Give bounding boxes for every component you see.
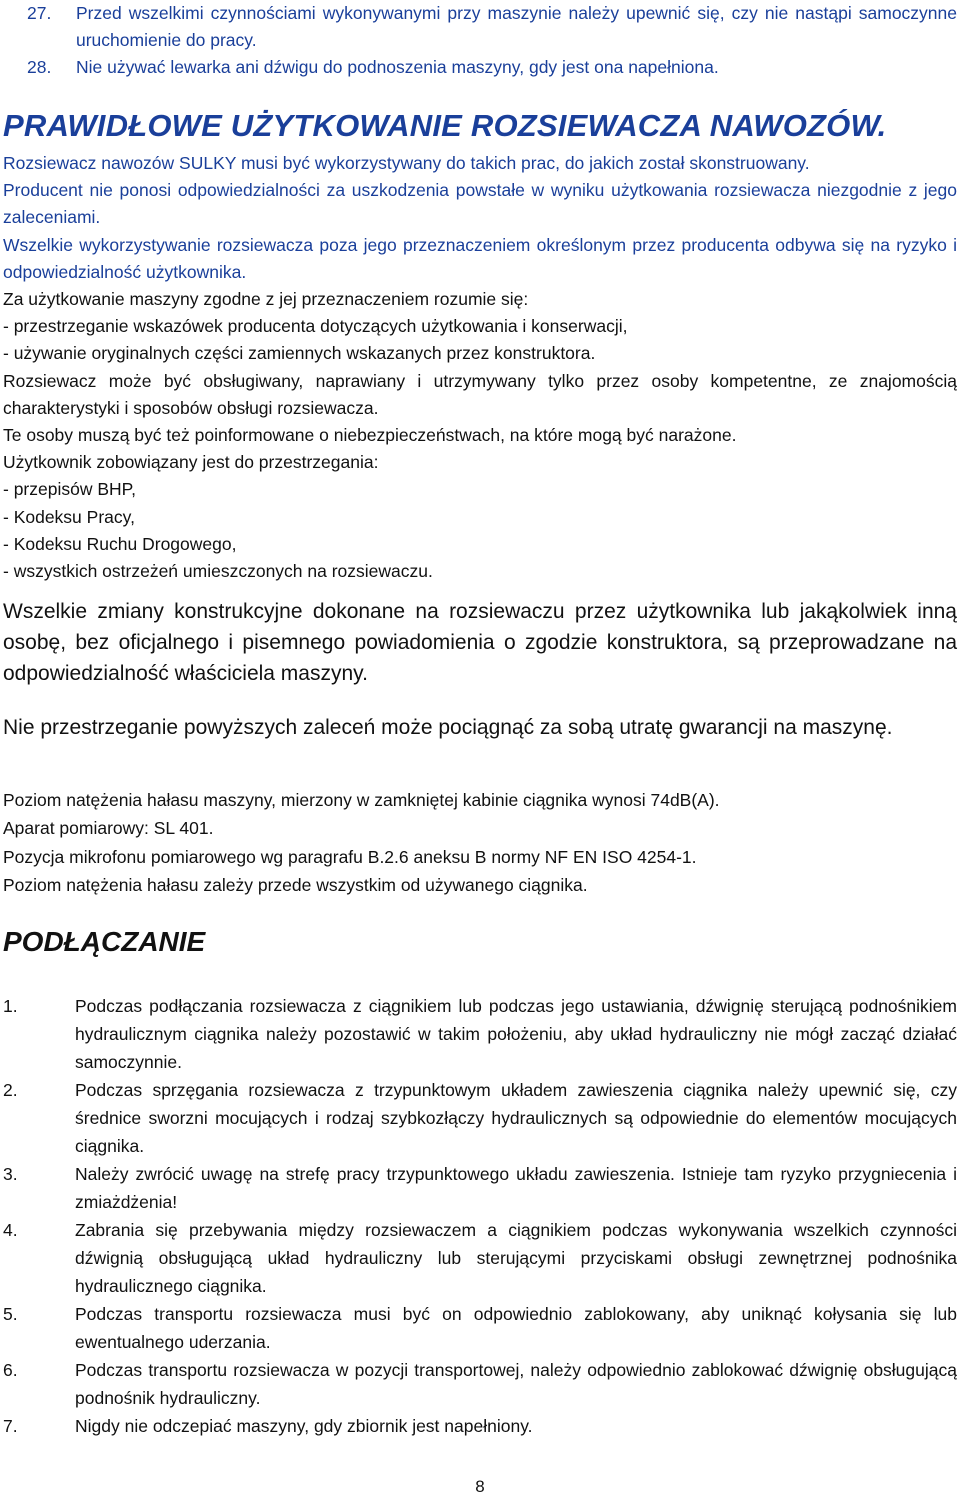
list-item bbox=[3, 1076, 957, 1160]
list-item bbox=[3, 1160, 957, 1216]
paragraph: Za użytkowanie maszyny zgodne z jej przeznaczeniem rozumie się: bbox=[3, 289, 529, 310]
paragraph: - Kodeksu Pracy, bbox=[3, 506, 135, 527]
paragraph: Producent nie ponosi odpowiedzialności za uszkodzenia powstałe w wyniku użytkowania rozsiewacza niezgodnie z jego zaleceniami. bbox=[3, 180, 957, 228]
paragraph: - przepisów BHP, bbox=[3, 479, 136, 500]
top-numbered-list bbox=[27, 0, 957, 81]
list-item-number: 27. bbox=[27, 3, 52, 23]
list-item-text: Podczas podłączania rozsiewacza z ciągnikiem lub podczas jego ustawiania, dźwignię sterującą podnośnikiem hydraulicznym ciągnika należy pozostawić w takim położeniu, aby układ hydrauliczny nie mógł zacząć działać samoczynnie. bbox=[75, 996, 957, 1072]
list-item bbox=[27, 54, 957, 81]
paragraph: Rozsiewacz może być obsługiwany, naprawiany i utrzymywany tylko przez osoby kompetentne, ze znajomością charakterystyki i sposobów obsługi rozsiewacza. bbox=[3, 370, 957, 418]
list-item-number: 5. bbox=[3, 1304, 18, 1324]
list-item bbox=[3, 1216, 957, 1300]
noise-info bbox=[3, 786, 720, 899]
paragraph: Użytkownik zobowiązany jest do przestrzegania: bbox=[3, 452, 379, 473]
list-item-number: 1. bbox=[3, 996, 18, 1016]
list-item-text: Przed wszelkimi czynnościami wykonywanymi przy maszynie należy upewnić się, czy nie nastąpi samoczynne uruchomienie do pracy. bbox=[76, 3, 957, 50]
paragraph: - przestrzeganie wskazówek producenta dotyczących użytkowania i konserwacji, bbox=[3, 316, 628, 337]
paragraph: - Kodeksu Ruchu Drogowego, bbox=[3, 533, 237, 554]
list-item-number: 7. bbox=[3, 1416, 18, 1436]
list-item-text: Nie używać lewarka ani dźwigu do podnoszenia maszyny, gdy jest ona napełniona. bbox=[76, 57, 719, 77]
page-number: 8 bbox=[475, 1477, 485, 1496]
list-item-text: Nigdy nie odczepiać maszyny, gdy zbiornik jest napełniony. bbox=[75, 1416, 533, 1436]
list-item-text: Podczas transportu rozsiewacza w pozycji transportowej, należy odpowiednio zablokować dźwignię obsługującą podnośnik hydrauliczny. bbox=[75, 1360, 957, 1408]
paragraph: Wszelkie wykorzystywanie rozsiewacza poza jego przeznaczeniem określonym przez producenta odbywa się na ryzyko i odpowiedzialność użytkownika. bbox=[3, 234, 957, 282]
proper-use-body bbox=[3, 150, 957, 585]
paragraph: - używanie oryginalnych części zamiennych wskazanych przez konstruktora. bbox=[3, 343, 596, 364]
list-item-number: 3. bbox=[3, 1164, 18, 1184]
list-item-text: Podczas sprzęgania rozsiewacza z trzypunktowym układem zawieszenia ciągnika należy upewnić się, czy średnice sworzni mocujących i rodzaj szybkozłączy hydraulicznych są odpowiednie do elementów mocujących ciągnika. bbox=[75, 1080, 957, 1156]
list-item-text: Podczas transportu rozsiewacza musi być on odpowiednio zablokowany, aby uniknąć kołysania się lub ewentualnego uderzania. bbox=[75, 1304, 957, 1352]
list-item-text: Zabrania się przebywania między rozsiewaczem a ciągnikiem podczas wykonywania wszelkich czynności dźwignią obsługującą układ hydrauliczny lub sterującymi przyciskami obsługi zewnętrznej podnośnika hydraulicznego ciągnika. bbox=[75, 1220, 957, 1296]
list-item-text: Należy zwrócić uwagę na strefę pracy trzypunktowego układu zawieszenia. Istnieje tam ryzyko przygniecenia i zmiażdżenia! bbox=[75, 1164, 957, 1212]
list-item bbox=[3, 1412, 957, 1440]
connecting-list bbox=[3, 992, 957, 1440]
list-item bbox=[27, 0, 957, 54]
modifications-paragraph: Wszelkie zmiany konstrukcyjne dokonane na rozsiewaczu przez użytkownika lub jakąkolwiek inną osobę, bez oficjalnego i pisemnego powiadomienia o zgodzie konstruktora, są przeprowadzane na odpowiedzialność właściciela maszyny. bbox=[3, 600, 957, 685]
section-title-connecting: PODŁĄCZANIE bbox=[3, 926, 206, 957]
paragraph: Rozsiewacz nawozów SULKY musi być wykorzystywany do takich prac, do jakich został skonstruowany. bbox=[3, 153, 810, 173]
warranty-warning: Nie przestrzeganie powyższych zaleceń może pociągnąć za sobą utratę gwarancji na maszynę. bbox=[3, 716, 893, 739]
list-item-number: 4. bbox=[3, 1220, 18, 1240]
list-item bbox=[3, 992, 957, 1076]
noise-line: Pozycja mikrofonu pomiarowego wg paragrafu B.2.6 aneksu B normy NF EN ISO 4254-1. bbox=[3, 846, 697, 867]
list-item-number: 28. bbox=[27, 57, 52, 77]
list-item bbox=[3, 1356, 957, 1412]
paragraph: Te osoby muszą być też poinformowane o niebezpieczeństwach, na które mogą być narażone. bbox=[3, 425, 737, 446]
noise-line: Aparat pomiarowy: SL 401. bbox=[3, 818, 214, 839]
noise-line: Poziom natężenia hałasu zależy przede wszystkim od używanego ciągnika. bbox=[3, 874, 588, 895]
noise-line: Poziom natężenia hałasu maszyny, mierzony w zamkniętej kabinie ciągnika wynosi 74dB(A). bbox=[3, 790, 720, 810]
paragraph: - wszystkich ostrzeżeń umieszczonych na rozsiewaczu. bbox=[3, 561, 433, 582]
list-item bbox=[3, 1300, 957, 1356]
list-item-number: 2. bbox=[3, 1080, 18, 1100]
section-title-proper-use: PRAWIDŁOWE UŻYTKOWANIE ROZSIEWACZA NAWOZÓW. bbox=[3, 108, 887, 143]
list-item-number: 6. bbox=[3, 1360, 18, 1380]
